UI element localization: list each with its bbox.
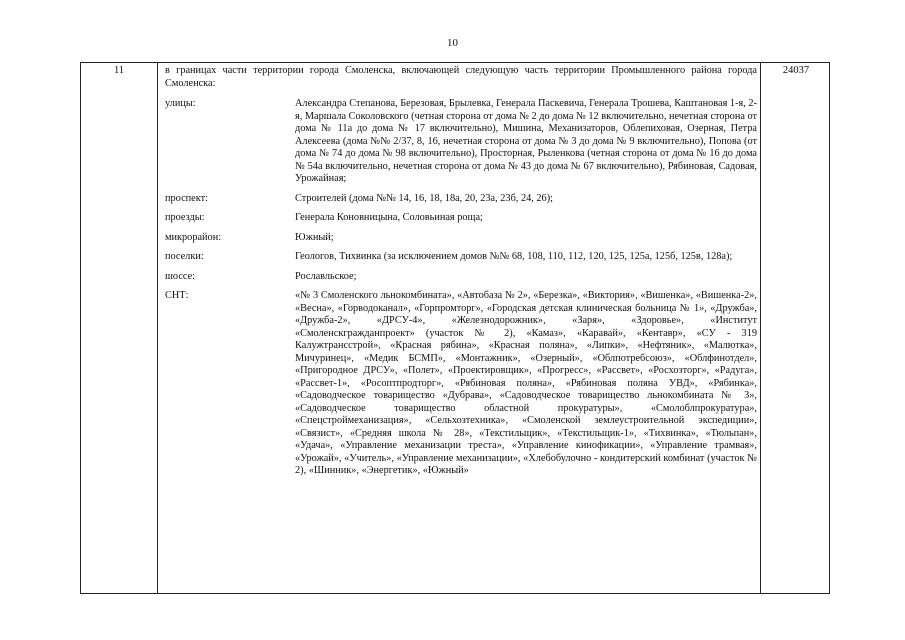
prospect-label: проспект:	[165, 192, 208, 204]
territory-intro: в границах части территории города Смоленска, включающей следующую часть территории Промышленного района города Смоленска:	[165, 65, 757, 89]
settlements-label: поселки:	[165, 251, 204, 262]
page-number: 10	[447, 37, 458, 49]
prospect-row	[165, 193, 757, 206]
passages-value: Генерала Коновницына, Соловьиная роща;	[295, 212, 483, 223]
snt-value: «№ 3 Смоленского льнокомбината», «Автобаза № 2», «Березка», «Виктория», «Вишенка», «Вишенка-2», «Весна», «Горводоканал», «Горпромторг», «Городская детская клиническая больница № 1», «Дружба», «Дружба-2», «ДРСУ-4», «Железнодорожник», «Заря», «Здоровье», «Институт «Смоленскгражданпроект» (участок № 2), «Камаз», «Каравай», «Кентавр», «СУ - 319 Калужтрансстрой», «Красная рябина», «Красная поляна», «Липки», «Нефтяник», «Малютка», Мичуринец», «Медик БСМП», «Монтажник», «Озерный», «Облпотребсоюз», «Облфинотдел», «Пригородное ДРСУ», «Полет», «Проектировщик», «Прогресс», «Рассвет», «Росхозторг», «Радуга», «Рассвет-1», «Росоптпродторг», «Рябиновая поляна», «Рябиновая поляна УВД», «Рябинка», «Садоводческое товарищество «Дубрава», «Садоводческое товарищество льнокомбината № 3», «Садоводческое товарищество областной прокуратуры», «Смолоблпрокуратура», «Спецстроймеханизация», «Сельхозтехника», «Смоленской землеустроительной экспедиции», «Связист», «Средняя школа № 28», «Текстильщик», «Текстильщик-1», «Тихвинка», «Тюльпан», «Удача», «Управление механизации треста», «Управление кинофикации», «Управление трамвая», «Урожай», «Учитель», «Управление механизации», «Хлебобулочно - кондитерский комбинат (участок № 2), «Шинник», «Энергетик», «Южный»	[295, 290, 757, 476]
column-divider	[760, 63, 761, 593]
streets-row	[165, 98, 757, 186]
snt-row	[165, 290, 757, 478]
streets-value: Александра Степанова, Березовая, Брылевка, Генерала Паскевича, Генерала Трошева, Каштановая 1-я, 2-я, Маршала Соколовского (четная сторона от дома № 2 до дома № 12 включительно, нечетная сторона от дома № 11а до дома № 17 включительно), Мишина, Механизаторов, Облепиховая, Озерная, Петра Алексеева (дома №№ 2/37, 8, 16, нечетная сторона от дома № 3 до дома № 9 включительно), Попова (от дома № 74 до дома № 98 включительно), Просторная, Рыленкова (четная сторона от дома № 16 до дома № 54а включительно, нечетная сторона от дома № 43 до дома № 67 включительно), Рябиновая, Садовая, Урожайная;	[295, 98, 757, 184]
row-number: 11	[113, 65, 125, 76]
highway-label: шоссе:	[165, 270, 196, 282]
highway-value: Рославльское;	[295, 270, 357, 282]
district-table	[80, 62, 830, 594]
column-divider	[157, 63, 158, 593]
microdistrict-label: микрорайон:	[165, 231, 222, 243]
streets-label: улицы:	[165, 98, 196, 109]
row-code: 24037	[782, 65, 810, 76]
microdistrict-value: Южный;	[295, 231, 334, 243]
highway-row	[165, 271, 757, 284]
settlements-row	[165, 251, 757, 264]
microdistrict-row	[165, 232, 757, 245]
passages-row	[165, 212, 757, 225]
prospect-value: Строителей (дома №№ 14, 16, 18, 18а, 20, 23а, 23б, 24, 26);	[295, 192, 553, 204]
passages-label: проезды:	[165, 212, 205, 223]
settlements-value: Геологов, Тихвинка (за исключением домов №№ 68, 108, 110, 112, 120, 125, 125а, 125б, 125в, 128а);	[295, 251, 733, 262]
snt-label: СНТ:	[165, 290, 189, 301]
row-description	[165, 65, 757, 485]
